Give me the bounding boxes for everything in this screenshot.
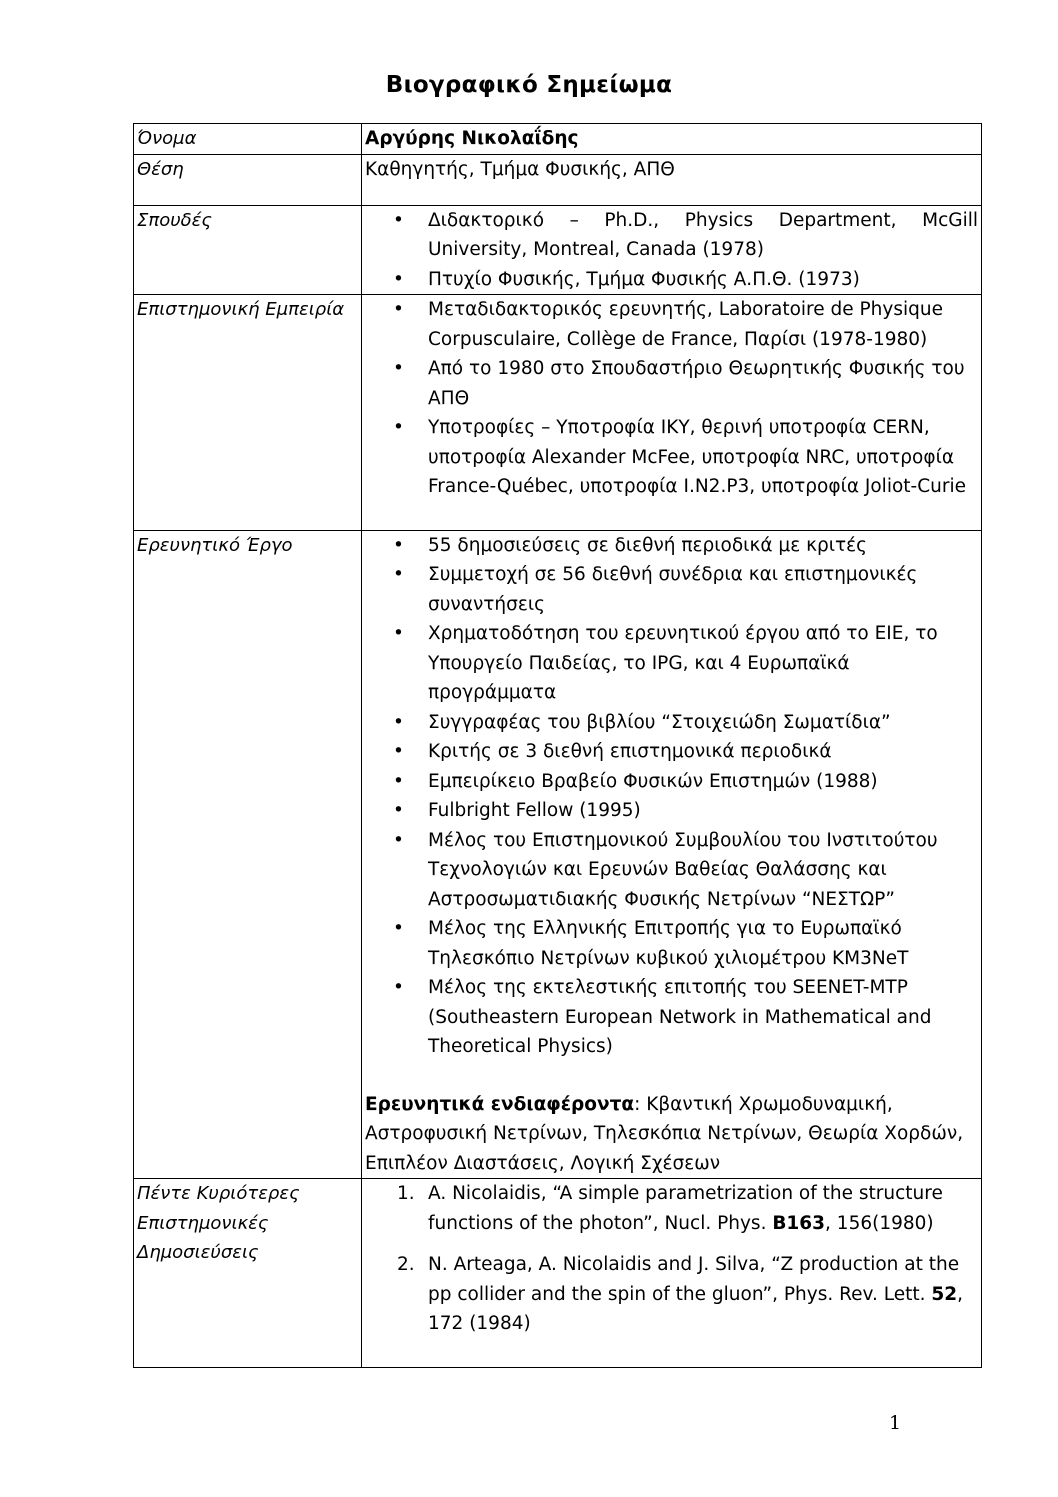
experience-label: Επιστημονική Εμπειρία (134, 295, 362, 531)
interests-label: Ερευνητικά ενδιαφέροντα (365, 1093, 635, 1115)
list-item: • Συμμετοχή σε 56 διεθνή συνέδρια και επιστημονικές συναντήσεις (365, 560, 978, 619)
position-row (134, 154, 982, 205)
publication-item: 2. N. Arteaga, A. Nicolaidis and J. Silva, “Z production at the pp collider and the spin of the gluon”, Phys. Rev. Lett. 52, 172 (1984) (365, 1250, 978, 1339)
studies-label: Σπουδές (134, 205, 362, 295)
publication-number: 1. (397, 1183, 415, 1204)
page-number: 1 (888, 1412, 902, 1434)
list-item: • Πτυχίο Φυσικής, Τμήμα Φυσικής Α.Π.Θ. (1973) (365, 265, 978, 295)
list-item: • Μέλος της εκτελεστικής επιτοπής του SEENET-MTP (Southeastern European Network in Mathematical and Theoretical Physics) (365, 973, 978, 1062)
list-item: • Από το 1980 στο Σπουδαστήριο Θεωρητικής Φυσικής του ΑΠΘ (365, 354, 978, 413)
experience-row (134, 295, 982, 531)
research-list (365, 531, 978, 1062)
list-item: • Μέλος της Ελληνικής Επιτροπής για το Ευρωπαϊκό Τηλεσκόπιο Νετρίνων κυβικού χιλιομέτρου ΚΜ3ΝeT (365, 914, 978, 973)
page-title: Βιογραφικό Σημείωμα (385, 72, 673, 98)
studies-list (365, 206, 978, 295)
publications-list (365, 1179, 978, 1339)
publications-row (134, 1179, 982, 1368)
list-item: • Υποτροφίες – Υποτροφία ΙΚΥ, θερινή υποτροφία CERN, υποτροφία Alexander McFee, υποτροφία NRC, υποτροφία France-Québec, υποτροφία I.N2.P3, υποτροφία Joliot-Curie (365, 413, 978, 502)
publications-label: Πέντε Κυριότερες Επιστημονικές Δημοσιεύσεις (134, 1179, 362, 1368)
list-item: • Κριτής σε 3 διεθνή επιστημονικά περιοδικά (365, 737, 978, 767)
position-label: Θέση (134, 154, 362, 205)
experience-list (365, 295, 978, 502)
name-label: Όνομα (134, 124, 362, 155)
interests-text: : Κβαντική Χρωμοδυναμική, Αστροφυσική Νετρίνων, Τηλεσκόπια Νετρίνων, Θεωρία Χορδών, Επιπλέον Διαστάσεις, Λογική Σχέσεων (365, 1093, 964, 1174)
publication-number: 2. (397, 1254, 415, 1275)
list-item: • Μέλος του Επιστημονικού Συμβουλίου του Ινστιτούτου Τεχνολογιών και Ερευνών Βαθείας Θαλάσσης και Αστροσωματιδιακής Φυσικής Νετρίνων “ΝΕΣΤΩΡ” (365, 826, 978, 915)
position-value: Καθηγητής, Τμήμα Φυσικής, ΑΠΘ (362, 154, 982, 205)
list-item: • Μεταδιδακτορικός ερευνητής, Laboratoire de Physique Corpusculaire, Collège de France, Παρίσι (1978-1980) (365, 295, 978, 354)
studies-row (134, 205, 982, 295)
list-item: • Εμπειρίκειο Βραβείο Φυσικών Επιστημών (1988) (365, 767, 978, 797)
research-interests (365, 1090, 978, 1179)
name-value: Αργύρης Νικολαΐδης (362, 124, 982, 155)
cv-table (133, 123, 982, 1368)
research-row (134, 530, 982, 1179)
list-item: • Fulbright Fellow (1995) (365, 796, 978, 826)
name-row (134, 124, 982, 155)
list-item: • Χρηματοδότηση του ερευνητικού έργου από το ΕΙΕ, το Υπουργείο Παιδείας, το IPG, και 4 Ευρωπαϊκά προγράμματα (365, 619, 978, 708)
publication-item: 1. A. Nicolaidis, “A simple parametrization of the structure functions of the photon”, Nucl. Phys. B163, 156(1980) (365, 1179, 978, 1238)
research-label: Ερευνητικό Έργο (134, 530, 362, 1179)
list-item: • Συγγραφέας του βιβλίου “Στοιχειώδη Σωματίδια” (365, 708, 978, 738)
list-item: • 55 δημοσιεύσεις σε διεθνή περιοδικά με κριτές (365, 531, 978, 561)
list-item: • Διδακτορικό – Ph.D., Physics Department, McGill University, Montreal, Canada (1978) (365, 206, 978, 265)
